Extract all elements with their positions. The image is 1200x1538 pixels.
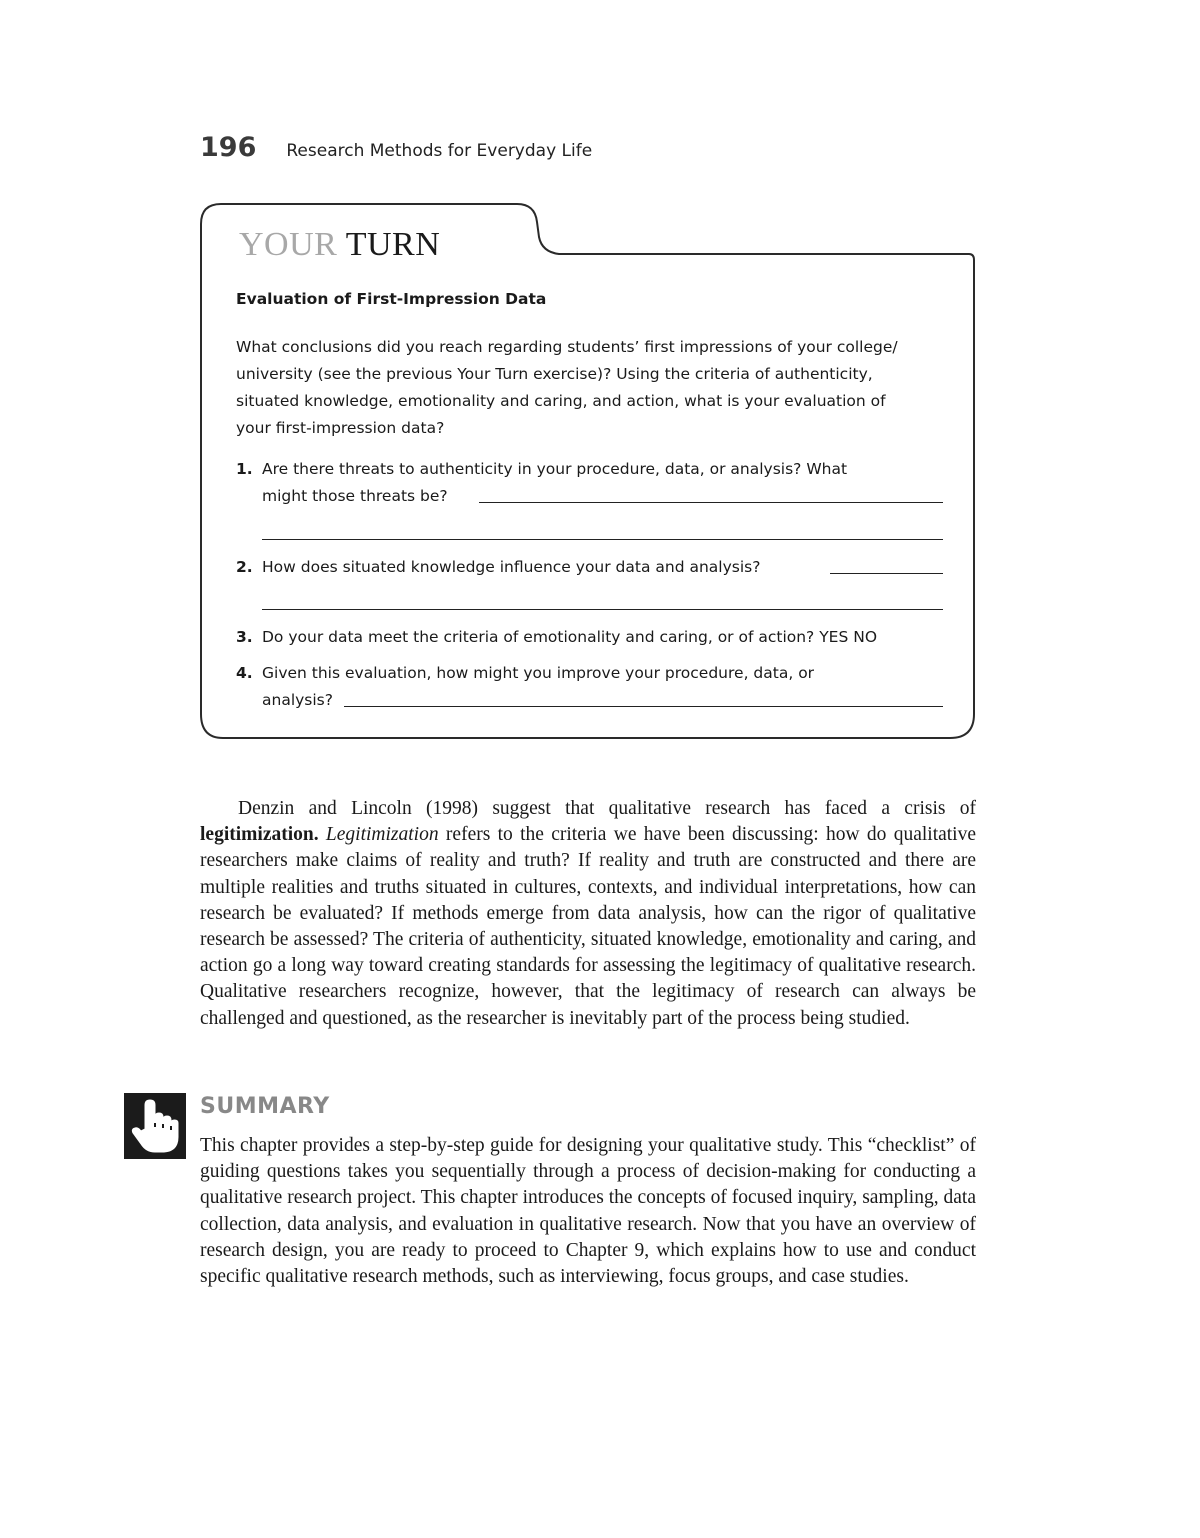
question-text: How does situated knowledge influence your data and analysis? xyxy=(262,558,761,576)
your-turn-subtitle: Evaluation of First-Impression Data xyxy=(236,290,547,308)
summary-paragraph: This chapter provides a step-by-step guide for designing your qualitative study. This “checklist” of guiding questions takes you sequentially through a process of decision-making for conducting a qualitative research project. This chapter introduces the concepts of focused inquiry, sampling, data collection, data analysis, and evaluation in qualitative research. Now that you have an overview of research design, you are ready to proceed to Chapter 9, which explains how to use and conduct specific qualitative research methods, such as interviewing, focus groups, and case studies. xyxy=(200,1135,976,1288)
answer-line[interactable] xyxy=(262,539,943,540)
answer-line[interactable] xyxy=(262,609,943,610)
your-turn-box xyxy=(199,202,976,740)
question-4 xyxy=(236,664,814,682)
answer-line[interactable] xyxy=(344,706,943,707)
your-turn-title xyxy=(239,226,440,264)
question-1 xyxy=(236,460,847,478)
italic-term: Legitimization xyxy=(325,824,439,846)
title-your: YOUR xyxy=(239,226,338,263)
question-text: Given this evaluation, how might you improve your procedure, data, or xyxy=(262,664,815,682)
question-1-line2: might those threats be? xyxy=(262,487,448,505)
question-number: 3. xyxy=(236,628,253,646)
question-3 xyxy=(236,628,877,646)
question-number: 4. xyxy=(236,664,253,682)
answer-line[interactable] xyxy=(479,502,943,503)
body-text-rest: refers to the criteria we have been discussing: how do qualitative researchers make claims of reality and truth? If reality and truth are constructed and there are multiple realities and truths situated in cultures, contexts, and individual interpretations, how can research be evaluated? If methods emerge from data analysis, how can the rigor of qualitative research be assessed? The criteria of authenticity, situated knowledge, emotionality and caring, and action go a long way toward creating standards for assessing the legitimacy of qualitative research. Qualitative researchers recognize, however, that the legitimacy of research can always be challenged and questioned, as the researcher is inevitably part of the process being studied. xyxy=(200,824,977,1029)
summary-heading: SUMMARY xyxy=(200,1094,330,1119)
question-2 xyxy=(236,558,760,576)
body-text-start: Denzin and Lincoln (1998) suggest that qualitative research has faced a crisis of xyxy=(238,798,976,819)
intro-line: situated knowledge, emotionality and caring, and action, what is your evaluation of xyxy=(236,392,886,410)
question-text: Do your data meet the criteria of emotionality and caring, or of action? YES NO xyxy=(262,628,878,646)
intro-line: What conclusions did you reach regarding students’ first impressions of your college/ xyxy=(236,338,898,356)
key-term-legitimization: legitimization. xyxy=(200,824,319,846)
question-number: 1. xyxy=(236,460,253,478)
your-turn-intro xyxy=(236,334,948,442)
pointing-hand-icon xyxy=(124,1093,186,1159)
question-text: Are there threats to authenticity in your procedure, data, or analysis? What xyxy=(262,460,848,478)
book-title: Research Methods for Everyday Life xyxy=(286,141,593,161)
intro-line: university (see the previous Your Turn exercise)? Using the criteria of authenticity, xyxy=(236,365,873,383)
answer-line[interactable] xyxy=(830,573,943,574)
running-head xyxy=(200,132,592,163)
question-4-line2: analysis? xyxy=(262,691,333,709)
question-number: 2. xyxy=(236,558,253,576)
page-number: 196 xyxy=(200,132,257,163)
title-turn: TURN xyxy=(345,226,441,263)
body-paragraph xyxy=(200,796,976,1032)
intro-line: your first-impression data? xyxy=(236,419,445,437)
